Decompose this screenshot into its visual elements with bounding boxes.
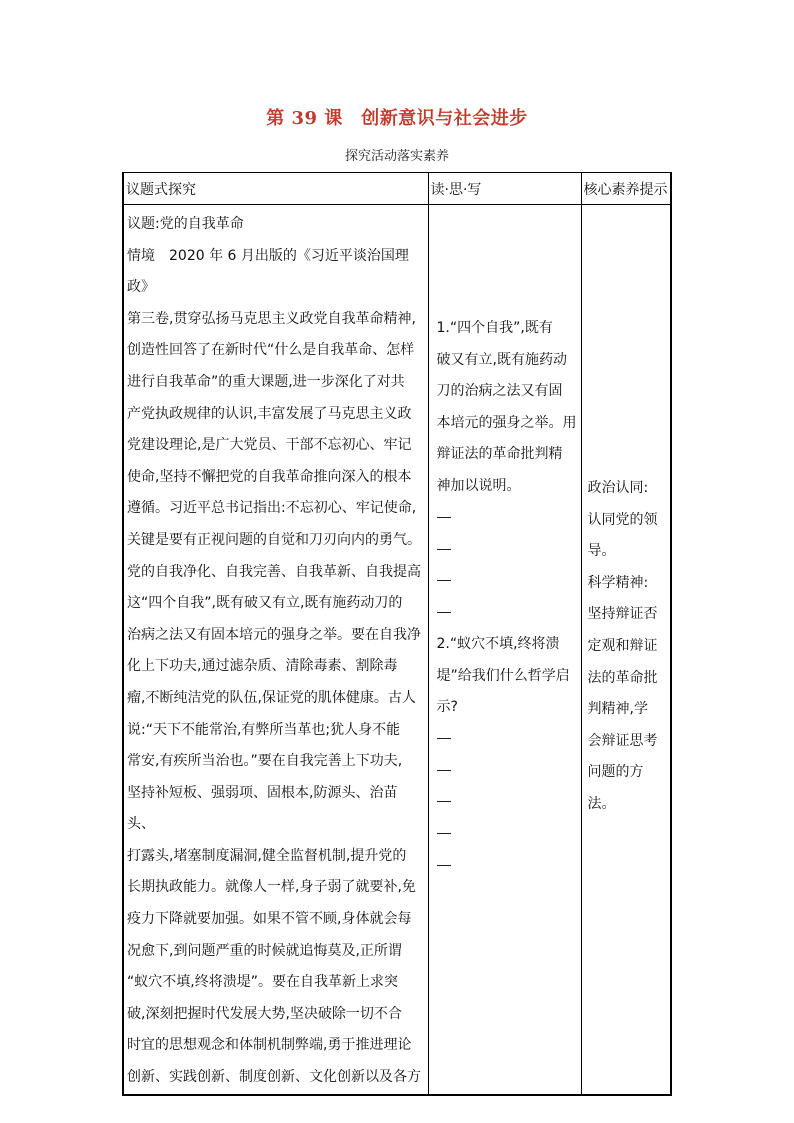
question-1-line: 1.“四个自我”,既有: [436, 320, 553, 336]
question-1-line: 辩证法的革命批判精: [436, 446, 563, 463]
answer-blank[interactable]: [437, 597, 577, 629]
context-line: 创新、实践创新、制度创新、文化创新以及各方: [127, 1069, 421, 1086]
context-line: 情境 2020 年 6 月出版的《习近平谈治国理政》: [127, 247, 409, 296]
context-line: 关键是要有正视问题的自觉和刀刃向内的勇气。: [127, 531, 421, 548]
answer-blank[interactable]: [437, 850, 577, 882]
answer-blank[interactable]: [437, 819, 577, 851]
inquiry-table: [122, 172, 672, 1096]
context-line: 治病之法又有固本培元的强身之举。要在自我净: [127, 626, 421, 643]
question-1-line: 刀的治病之法又有固: [436, 383, 563, 400]
literacy-line: 判精神,学: [587, 701, 648, 718]
context-line: 这“四个自我”,既有破又有立,既有施药动刀的: [127, 595, 403, 612]
context-line: 创造性回答了在新时代“什么是自我革命、怎样: [127, 342, 415, 359]
context-line: 破,深刻把握时代发展大势,坚决破除一切不合: [127, 1005, 402, 1022]
context-line: 进行自我革命”的重大课题,进一步深化了对共: [127, 373, 405, 390]
lesson-title: 第 39 课 创新意识与社会进步: [266, 108, 528, 129]
question-1-line: 破又有立,既有施药动: [436, 351, 567, 368]
literacy-line: 导。: [587, 543, 616, 560]
context-line: 打露头,堵塞制度漏洞,健全监督机制,提升党的: [127, 847, 407, 864]
context-line: “蚁穴不填,终将溃堤”。要在自我革新上求突: [127, 974, 398, 991]
literacy-line: 认同党的领: [587, 511, 658, 528]
literacy-notes: [582, 205, 671, 821]
topic-line: 议题:党的自我革命: [127, 216, 244, 232]
context-line: 瘤,不断纯洁党的队伍,保证党的肌体健康。古人: [127, 689, 416, 706]
header-inquiry: 议题式探究: [123, 173, 428, 205]
context-line: 使命,坚持不懈把党的自我革命推向深入的根本: [127, 468, 412, 485]
literacy-line: 政治认同:: [587, 480, 649, 496]
question-1-line: 本培元的强身之举。用: [436, 414, 577, 431]
context-line: 党建设理论,是广大党员、干部不忘初心、牢记: [127, 437, 412, 454]
literacy-line: 科学精神:: [587, 574, 649, 591]
context-line: 说:“天下不能常治,有弊所当革也;犹人身不能: [127, 721, 401, 738]
answer-blank[interactable]: [437, 503, 577, 535]
header-core-literacy: 核心素养提示: [581, 173, 671, 205]
header-read-think-write: 读·思·写: [428, 173, 581, 205]
inquiry-text: [124, 205, 428, 1094]
question-2-line: 示?: [436, 699, 458, 716]
literacy-line: 坚持辩证否: [587, 606, 658, 623]
literacy-line: 问题的方法。: [587, 764, 644, 812]
literacy-line: 定观和辩证: [587, 637, 658, 654]
read-think-write-cell: [428, 205, 581, 1095]
literacy-line: 会辩证思考: [587, 732, 658, 749]
answer-blank[interactable]: [437, 534, 577, 566]
literacy-line: 法的革命批: [587, 669, 658, 686]
context-line: 化上下功夫,通过滤杂质、清除毒素、割除毒: [127, 658, 398, 675]
answer-blank[interactable]: [437, 787, 577, 819]
context-line: 常安,有疾所当治也。”要在自我完善上下功夫,: [127, 753, 403, 770]
inquiry-cell: [123, 205, 428, 1095]
context-line: 长期执政能力。就像人一样,身子弱了就要补,免: [127, 879, 416, 896]
question-2-line: 2.“蚁穴不填,终将溃: [436, 635, 560, 652]
core-literacy-cell: [581, 205, 671, 1095]
context-line: 疫力下降就要加强。如果不管不顾,身体就会每: [127, 911, 412, 928]
table-header-row: [123, 173, 671, 205]
context-line: 况愈下,到问题严重的时候就追悔莫及,正所谓: [127, 942, 402, 959]
questions: [429, 205, 581, 882]
section-subtitle: 探究活动落实素养: [344, 149, 449, 164]
answer-blank[interactable]: [437, 724, 577, 756]
answer-blank[interactable]: [437, 755, 577, 787]
context-line: 产党执政规律的认识,丰富发展了马克思主义政: [127, 405, 412, 422]
context-line: 坚持补短板、强弱项、固根本,防源头、治苗头、: [127, 784, 398, 833]
answer-blank[interactable]: [437, 566, 577, 598]
question-2-line: 堤”给我们什么哲学启: [436, 667, 570, 684]
context-line: 第三卷,贯穿弘扬马克思主义政党自我革命精神,: [127, 310, 416, 327]
context-line: 时宜的思想观念和体制机制弊端,勇于推进理论: [127, 1037, 412, 1054]
context-line: 党的自我净化、自我完善、自我革新、自我提高: [127, 563, 421, 580]
context-line: 遵循。习近平总书记指出:不忘初心、牢记使命,: [127, 500, 417, 517]
table-body-row: [123, 205, 671, 1095]
question-1-line: 神加以说明。: [436, 477, 521, 494]
